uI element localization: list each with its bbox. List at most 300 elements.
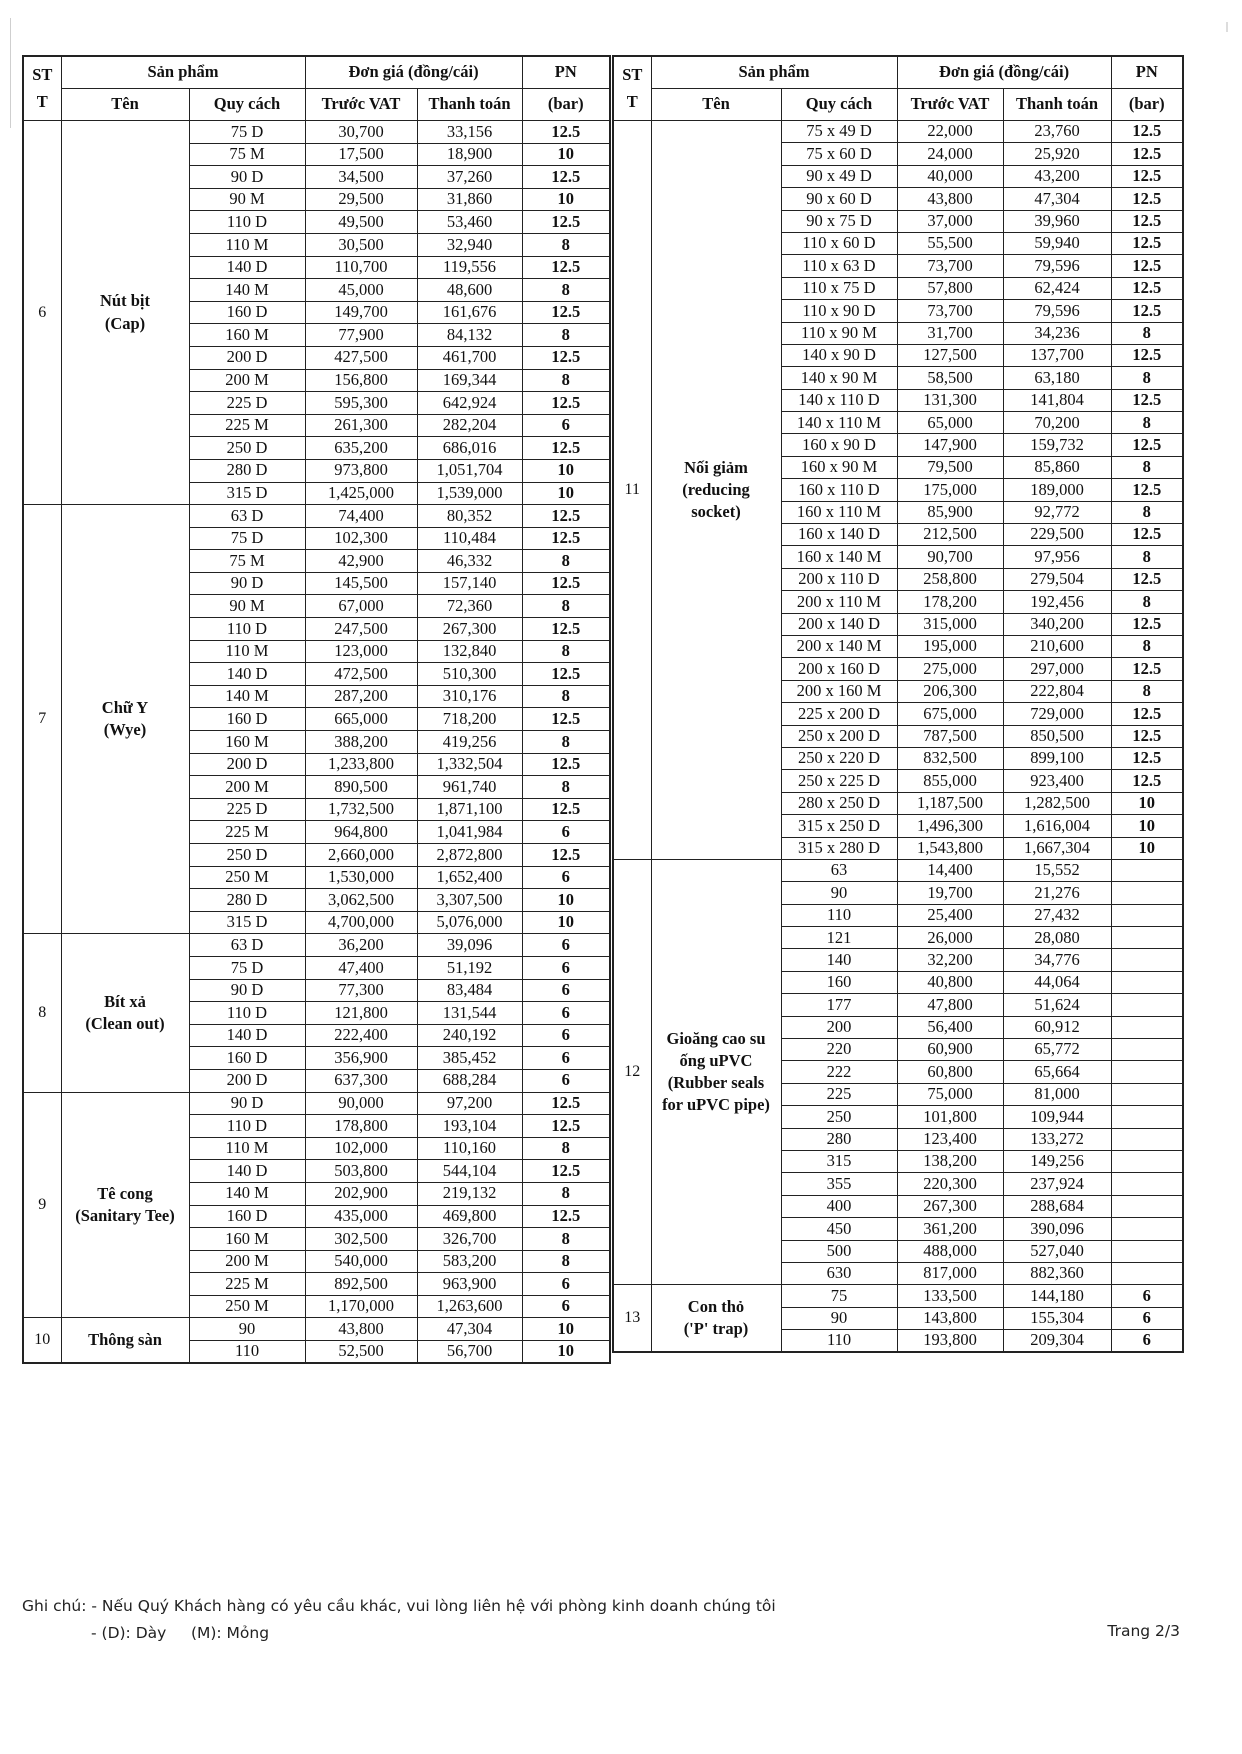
spec-cell: 90 x 60 D [781, 188, 897, 210]
price-total-cell: 79,596 [1003, 300, 1111, 322]
pn-cell: 12.5 [522, 505, 610, 528]
price-total-cell: 18,900 [417, 143, 522, 166]
spec-cell: 160 [781, 971, 897, 993]
pn-cell: 12.5 [522, 1160, 610, 1183]
price-before-vat-cell: 36,200 [305, 934, 417, 957]
spec-cell: 140 D [189, 1160, 305, 1183]
price-before-vat-cell: 102,300 [305, 527, 417, 550]
price-before-vat-cell: 90,700 [897, 546, 1003, 568]
header-san-pham: Sản phẩm [651, 56, 897, 89]
group-stt: 11 [613, 121, 651, 860]
price-before-vat-cell: 287,200 [305, 685, 417, 708]
pn-cell: 8 [522, 233, 610, 256]
spec-cell: 110 M [189, 233, 305, 256]
pn-cell [1111, 994, 1183, 1016]
price-before-vat-cell: 29,500 [305, 188, 417, 211]
spec-cell: 90 M [189, 188, 305, 211]
price-before-vat-cell: 356,900 [305, 1047, 417, 1070]
pn-cell: 12.5 [522, 527, 610, 550]
price-total-cell: 62,424 [1003, 277, 1111, 299]
price-before-vat-cell: 52,500 [305, 1341, 417, 1364]
spec-cell: 225 M [189, 414, 305, 437]
pn-cell: 12.5 [1111, 232, 1183, 254]
pn-cell: 12.5 [1111, 143, 1183, 165]
price-before-vat-cell: 964,800 [305, 821, 417, 844]
price-total-cell: 23,760 [1003, 121, 1111, 143]
pn-cell: 12.5 [1111, 255, 1183, 277]
price-total-cell: 729,000 [1003, 703, 1111, 725]
pn-cell: 8 [1111, 322, 1183, 344]
price-total-cell: 510,300 [417, 663, 522, 686]
group-stt: 8 [23, 934, 61, 1092]
price-before-vat-cell: 49,500 [305, 211, 417, 234]
pn-cell: 6 [1111, 1307, 1183, 1329]
price-before-vat-cell: 315,000 [897, 613, 1003, 635]
price-before-vat-cell: 1,425,000 [305, 482, 417, 505]
spec-cell: 110 D [189, 618, 305, 641]
pn-cell: 12.5 [522, 166, 610, 189]
price-before-vat-cell: 202,900 [305, 1182, 417, 1205]
price-before-vat-cell: 22,000 [897, 121, 1003, 143]
pn-cell: 12.5 [522, 121, 610, 144]
price-total-cell: 469,800 [417, 1205, 522, 1228]
page-edge-mark [1226, 22, 1228, 32]
spec-cell: 90 M [189, 595, 305, 618]
price-total-cell: 1,263,600 [417, 1295, 522, 1318]
price-total-cell: 65,664 [1003, 1061, 1111, 1083]
pn-cell [1111, 1262, 1183, 1284]
spec-cell: 315 x 280 D [781, 837, 897, 859]
price-before-vat-cell: 57,800 [897, 277, 1003, 299]
spec-cell: 160 D [189, 301, 305, 324]
price-total-cell: 310,176 [417, 685, 522, 708]
price-total-cell: 39,960 [1003, 210, 1111, 232]
spec-cell: 200 x 160 M [781, 680, 897, 702]
pn-cell: 10 [522, 889, 610, 912]
price-before-vat-cell: 193,800 [897, 1330, 1003, 1352]
price-total-cell: 21,276 [1003, 882, 1111, 904]
spec-cell: 140 D [189, 256, 305, 279]
price-total-cell: 282,204 [417, 414, 522, 437]
spec-cell: 250 x 200 D [781, 725, 897, 747]
spec-cell: 200 M [189, 369, 305, 392]
table-body-right [613, 121, 1183, 1352]
pn-cell: 12.5 [1111, 344, 1183, 366]
price-total-cell: 923,400 [1003, 770, 1111, 792]
header-bar: (bar) [1111, 89, 1183, 121]
price-table-right [612, 55, 1184, 1353]
price-before-vat-cell: 388,200 [305, 731, 417, 754]
price-total-cell: 288,684 [1003, 1195, 1111, 1217]
pn-cell [1111, 859, 1183, 881]
price-total-cell: 59,940 [1003, 232, 1111, 254]
pn-cell: 12.5 [522, 844, 610, 867]
price-total-cell: 31,860 [417, 188, 522, 211]
spec-cell: 75 x 60 D [781, 143, 897, 165]
group-stt: 12 [613, 859, 651, 1284]
price-before-vat-cell: 675,000 [897, 703, 1003, 725]
spec-cell: 160 x 140 M [781, 546, 897, 568]
price-total-cell: 92,772 [1003, 501, 1111, 523]
price-total-cell: 963,900 [417, 1273, 522, 1296]
price-total-cell: 79,596 [1003, 255, 1111, 277]
price-total-cell: 51,192 [417, 956, 522, 979]
price-before-vat-cell: 14,400 [897, 859, 1003, 881]
price-before-vat-cell: 1,170,000 [305, 1295, 417, 1318]
pn-cell: 12.5 [522, 572, 610, 595]
pn-cell [1111, 1106, 1183, 1128]
price-before-vat-cell: 267,300 [897, 1195, 1003, 1217]
price-before-vat-cell: 79,500 [897, 456, 1003, 478]
spec-cell: 140 M [189, 279, 305, 302]
spec-cell: 250 D [189, 844, 305, 867]
price-total-cell: 48,600 [417, 279, 522, 302]
pn-cell: 8 [1111, 591, 1183, 613]
header-ten: Tên [61, 89, 189, 121]
spec-cell: 250 x 220 D [781, 747, 897, 769]
pn-cell [1111, 882, 1183, 904]
price-before-vat-cell: 121,800 [305, 1002, 417, 1025]
pn-cell: 10 [1111, 815, 1183, 837]
price-before-vat-cell: 787,500 [897, 725, 1003, 747]
price-before-vat-cell: 817,000 [897, 1262, 1003, 1284]
price-total-cell: 5,076,000 [417, 911, 522, 934]
pn-cell: 8 [1111, 456, 1183, 478]
price-before-vat-cell: 90,000 [305, 1092, 417, 1115]
pn-cell: 6 [522, 979, 610, 1002]
pn-cell: 10 [522, 911, 610, 934]
price-before-vat-cell: 503,800 [305, 1160, 417, 1183]
price-total-cell: 718,200 [417, 708, 522, 731]
price-before-vat-cell: 145,500 [305, 572, 417, 595]
spec-cell: 90 D [189, 166, 305, 189]
header-quy-cach: Quy cách [189, 89, 305, 121]
price-before-vat-cell: 261,300 [305, 414, 417, 437]
price-before-vat-cell: 637,300 [305, 1069, 417, 1092]
price-total-cell: 583,200 [417, 1250, 522, 1273]
pn-cell: 10 [522, 188, 610, 211]
spec-cell: 75 [781, 1285, 897, 1307]
price-before-vat-cell: 472,500 [305, 663, 417, 686]
price-total-cell: 340,200 [1003, 613, 1111, 635]
spec-cell: 140 D [189, 1024, 305, 1047]
price-total-cell: 961,740 [417, 776, 522, 799]
pn-cell: 12.5 [522, 392, 610, 415]
pn-cell: 8 [1111, 412, 1183, 434]
price-total-cell: 141,804 [1003, 389, 1111, 411]
price-total-cell: 297,000 [1003, 658, 1111, 680]
pn-cell: 8 [522, 1137, 610, 1160]
price-before-vat-cell: 123,400 [897, 1128, 1003, 1150]
price-total-cell: 222,804 [1003, 680, 1111, 702]
price-total-cell: 47,304 [1003, 188, 1111, 210]
header-pn: PN [1111, 56, 1183, 89]
spec-cell: 160 x 90 D [781, 434, 897, 456]
pn-cell: 8 [1111, 680, 1183, 702]
pn-cell: 8 [522, 595, 610, 618]
table-row [613, 1285, 1183, 1307]
pn-cell: 8 [1111, 501, 1183, 523]
pn-cell: 6 [522, 956, 610, 979]
price-before-vat-cell: 855,000 [897, 770, 1003, 792]
price-total-cell: 37,260 [417, 166, 522, 189]
price-before-vat-cell: 47,400 [305, 956, 417, 979]
spec-cell: 63 [781, 859, 897, 881]
pn-cell: 8 [1111, 546, 1183, 568]
product-name: Bít xả (Clean out) [61, 934, 189, 1092]
pn-cell: 12.5 [522, 618, 610, 641]
spec-cell: 315 D [189, 911, 305, 934]
spec-cell: 160 D [189, 1205, 305, 1228]
spec-cell: 75 M [189, 143, 305, 166]
price-total-cell: 210,600 [1003, 635, 1111, 657]
price-total-cell: 149,256 [1003, 1150, 1111, 1172]
pn-cell [1111, 927, 1183, 949]
pn-cell: 12.5 [522, 798, 610, 821]
price-before-vat-cell: 832,500 [897, 747, 1003, 769]
price-total-cell: 110,160 [417, 1137, 522, 1160]
price-total-cell: 46,332 [417, 550, 522, 573]
price-total-cell: 3,307,500 [417, 889, 522, 912]
spec-cell: 280 D [189, 889, 305, 912]
price-total-cell: 229,500 [1003, 524, 1111, 546]
pn-cell: 8 [522, 776, 610, 799]
price-before-vat-cell: 435,000 [305, 1205, 417, 1228]
spec-cell: 630 [781, 1262, 897, 1284]
price-total-cell: 1,282,500 [1003, 792, 1111, 814]
spec-cell: 110 x 63 D [781, 255, 897, 277]
price-before-vat-cell: 102,000 [305, 1137, 417, 1160]
product-name: Tê cong (Sanitary Tee) [61, 1092, 189, 1318]
price-total-cell: 39,096 [417, 934, 522, 957]
pn-cell: 6 [522, 1024, 610, 1047]
pn-cell: 12.5 [522, 437, 610, 460]
price-before-vat-cell: 85,900 [897, 501, 1003, 523]
spec-cell: 90 [781, 1307, 897, 1329]
pn-cell: 6 [522, 1273, 610, 1296]
spec-cell: 160 M [189, 731, 305, 754]
price-before-vat-cell: 147,900 [897, 434, 1003, 456]
pn-cell: 12.5 [522, 211, 610, 234]
price-total-cell: 157,140 [417, 572, 522, 595]
pn-cell: 8 [522, 1228, 610, 1251]
pn-cell: 6 [522, 414, 610, 437]
price-total-cell: 72,360 [417, 595, 522, 618]
price-total-cell: 219,132 [417, 1182, 522, 1205]
price-before-vat-cell: 2,660,000 [305, 844, 417, 867]
price-before-vat-cell: 45,000 [305, 279, 417, 302]
price-total-cell: 132,840 [417, 640, 522, 663]
price-before-vat-cell: 101,800 [897, 1106, 1003, 1128]
spec-cell: 75 D [189, 121, 305, 144]
price-before-vat-cell: 40,000 [897, 165, 1003, 187]
pn-cell: 12.5 [1111, 434, 1183, 456]
spec-cell: 140 M [189, 1182, 305, 1205]
spec-cell: 160 x 110 M [781, 501, 897, 523]
pn-cell: 12.5 [522, 708, 610, 731]
price-total-cell: 237,924 [1003, 1173, 1111, 1195]
spec-cell: 140 x 90 M [781, 367, 897, 389]
pn-cell: 6 [1111, 1285, 1183, 1307]
pn-cell [1111, 1061, 1183, 1083]
pn-cell [1111, 971, 1183, 993]
spec-cell: 140 [781, 949, 897, 971]
price-before-vat-cell: 74,400 [305, 505, 417, 528]
price-before-vat-cell: 73,700 [897, 300, 1003, 322]
price-total-cell: 34,236 [1003, 322, 1111, 344]
price-total-cell: 47,304 [417, 1318, 522, 1341]
group-stt: 9 [23, 1092, 61, 1318]
pn-cell: 12.5 [1111, 165, 1183, 187]
price-before-vat-cell: 361,200 [897, 1218, 1003, 1240]
price-total-cell: 15,552 [1003, 859, 1111, 881]
footer-legend: - (D): Dày (M): Mỏng [91, 1624, 270, 1642]
price-total-cell: 51,624 [1003, 994, 1111, 1016]
pn-cell: 6 [522, 866, 610, 889]
price-total-cell: 240,192 [417, 1024, 522, 1047]
table-row [613, 859, 1183, 881]
spec-cell: 177 [781, 994, 897, 1016]
price-before-vat-cell: 55,500 [897, 232, 1003, 254]
pn-cell [1111, 904, 1183, 926]
pn-cell: 8 [522, 1250, 610, 1273]
price-total-cell: 97,956 [1003, 546, 1111, 568]
spec-cell: 75 M [189, 550, 305, 573]
table-row [23, 1092, 610, 1115]
spec-cell: 160 x 90 M [781, 456, 897, 478]
price-total-cell: 137,700 [1003, 344, 1111, 366]
price-before-vat-cell: 1,233,800 [305, 753, 417, 776]
pn-cell: 12.5 [1111, 188, 1183, 210]
price-total-cell: 193,104 [417, 1115, 522, 1138]
price-before-vat-cell: 123,000 [305, 640, 417, 663]
price-before-vat-cell: 31,700 [897, 322, 1003, 344]
pn-cell [1111, 1039, 1183, 1061]
price-before-vat-cell: 65,000 [897, 412, 1003, 434]
price-before-vat-cell: 156,800 [305, 369, 417, 392]
group-stt: 13 [613, 1285, 651, 1352]
spec-cell: 222 [781, 1061, 897, 1083]
spec-cell: 140 M [189, 685, 305, 708]
price-total-cell: 189,000 [1003, 479, 1111, 501]
pn-cell: 12.5 [1111, 568, 1183, 590]
spec-cell: 200 M [189, 776, 305, 799]
price-before-vat-cell: 67,000 [305, 595, 417, 618]
spec-cell: 75 x 49 D [781, 121, 897, 143]
pn-cell: 6 [522, 821, 610, 844]
pn-cell: 12.5 [1111, 613, 1183, 635]
header-bar: (bar) [522, 89, 610, 121]
price-total-cell: 1,616,004 [1003, 815, 1111, 837]
pn-cell: 12.5 [1111, 479, 1183, 501]
pn-cell: 8 [1111, 367, 1183, 389]
spec-cell: 355 [781, 1173, 897, 1195]
price-before-vat-cell: 47,800 [897, 994, 1003, 1016]
price-total-cell: 70,200 [1003, 412, 1111, 434]
price-total-cell: 33,156 [417, 121, 522, 144]
price-before-vat-cell: 30,700 [305, 121, 417, 144]
product-name: Con thỏ ('P' trap) [651, 1285, 781, 1352]
spec-cell: 250 M [189, 1295, 305, 1318]
spec-cell: 400 [781, 1195, 897, 1217]
pn-cell: 12.5 [1111, 770, 1183, 792]
price-before-vat-cell: 195,000 [897, 635, 1003, 657]
pn-cell: 12.5 [1111, 524, 1183, 546]
price-total-cell: 1,667,304 [1003, 837, 1111, 859]
spec-cell: 160 x 140 D [781, 524, 897, 546]
group-stt: 10 [23, 1318, 61, 1363]
spec-cell: 90 x 75 D [781, 210, 897, 232]
price-total-cell: 169,344 [417, 369, 522, 392]
spec-cell: 75 D [189, 527, 305, 550]
price-total-cell: 850,500 [1003, 725, 1111, 747]
pn-cell: 6 [522, 1047, 610, 1070]
price-before-vat-cell: 56,400 [897, 1016, 1003, 1038]
price-total-cell: 688,284 [417, 1069, 522, 1092]
spec-cell: 225 x 200 D [781, 703, 897, 725]
price-total-cell: 25,920 [1003, 143, 1111, 165]
price-before-vat-cell: 1,543,800 [897, 837, 1003, 859]
spec-cell: 315 D [189, 482, 305, 505]
price-before-vat-cell: 37,000 [897, 210, 1003, 232]
pn-cell [1111, 1083, 1183, 1105]
spec-cell: 140 x 110 M [781, 412, 897, 434]
price-total-cell: 53,460 [417, 211, 522, 234]
pn-cell: 12.5 [1111, 725, 1183, 747]
product-name: Gioăng cao su ống uPVC (Rubber seals for uPVC pipe) [651, 859, 781, 1284]
spec-cell: 121 [781, 927, 897, 949]
spec-cell: 200 D [189, 346, 305, 369]
header-san-pham: Sản phẩm [61, 56, 305, 89]
spec-cell: 250 [781, 1106, 897, 1128]
spec-cell: 110 [781, 1330, 897, 1352]
table-row [23, 121, 610, 144]
price-total-cell: 85,860 [1003, 456, 1111, 478]
price-before-vat-cell: 4,700,000 [305, 911, 417, 934]
price-total-cell: 1,539,000 [417, 482, 522, 505]
price-total-cell: 390,096 [1003, 1218, 1111, 1240]
spec-cell: 110 D [189, 211, 305, 234]
price-before-vat-cell: 25,400 [897, 904, 1003, 926]
price-before-vat-cell: 258,800 [897, 568, 1003, 590]
price-before-vat-cell: 60,800 [897, 1061, 1003, 1083]
pn-cell: 12.5 [1111, 210, 1183, 232]
price-total-cell: 110,484 [417, 527, 522, 550]
spec-cell: 63 D [189, 934, 305, 957]
price-before-vat-cell: 60,900 [897, 1039, 1003, 1061]
price-before-vat-cell: 206,300 [897, 680, 1003, 702]
price-total-cell: 27,432 [1003, 904, 1111, 926]
spec-cell: 110 [189, 1341, 305, 1364]
price-total-cell: 34,776 [1003, 949, 1111, 971]
spec-cell: 63 D [189, 505, 305, 528]
price-before-vat-cell: 110,700 [305, 256, 417, 279]
pn-cell: 10 [522, 1341, 610, 1364]
price-total-cell: 97,200 [417, 1092, 522, 1115]
spec-cell: 110 x 75 D [781, 277, 897, 299]
price-before-vat-cell: 40,800 [897, 971, 1003, 993]
spec-cell: 225 [781, 1083, 897, 1105]
pn-cell: 6 [1111, 1330, 1183, 1352]
price-total-cell: 83,484 [417, 979, 522, 1002]
table-row [613, 121, 1183, 143]
spec-cell: 280 [781, 1128, 897, 1150]
price-before-vat-cell: 149,700 [305, 301, 417, 324]
spec-cell: 160 D [189, 708, 305, 731]
pn-cell: 8 [522, 731, 610, 754]
spec-cell: 200 [781, 1016, 897, 1038]
spec-cell: 140 D [189, 663, 305, 686]
